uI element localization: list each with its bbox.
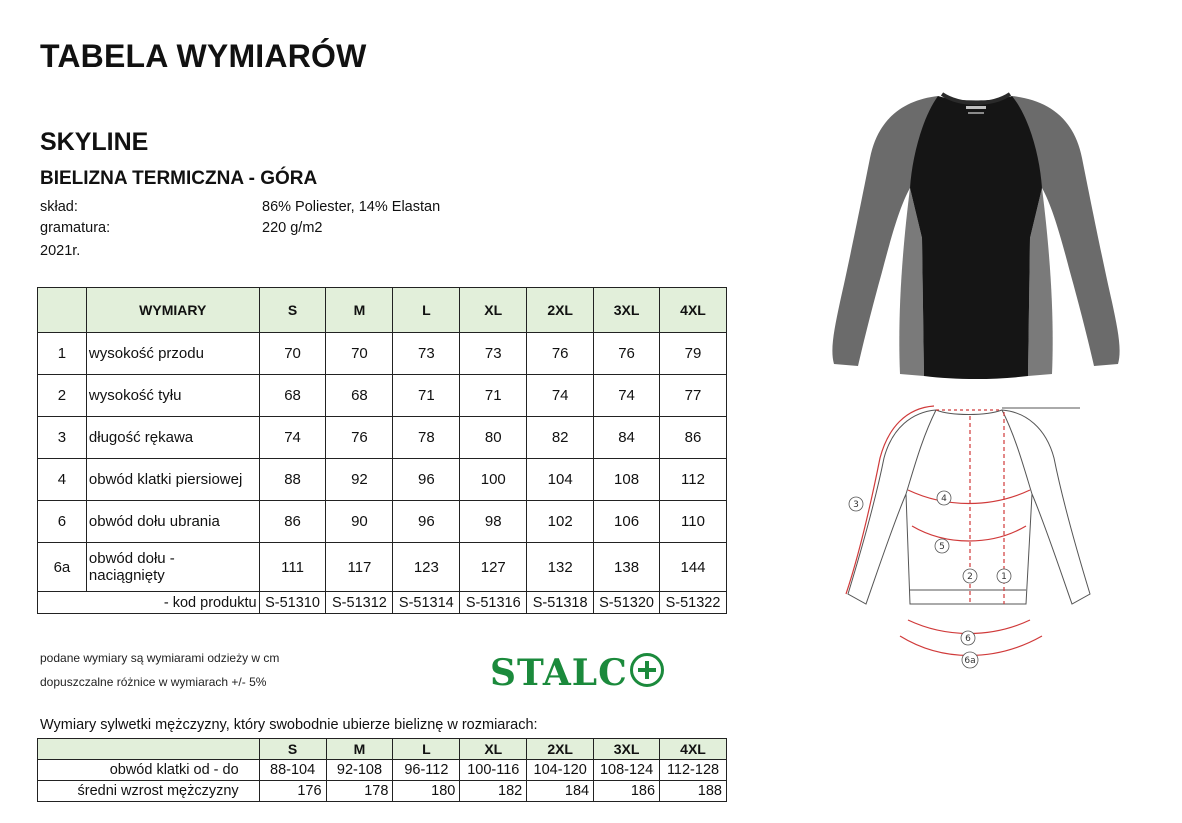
composition-value: 86% Poliester, 14% Elastan [262, 199, 441, 215]
product-code-row [38, 592, 727, 614]
value-cell: 138 [594, 543, 660, 592]
size-table-header [38, 288, 727, 333]
size-header: 3XL [594, 739, 660, 760]
value-cell: 77 [660, 375, 727, 417]
marker-5: 5 [939, 542, 945, 552]
value-cell: 76 [594, 333, 660, 375]
value-cell: 123 [393, 543, 460, 592]
height-cell: 176 [259, 781, 326, 802]
chest-range-cell: 100-116 [460, 760, 527, 781]
value-cell: 74 [527, 375, 594, 417]
size-header: M [326, 288, 393, 333]
value-cell: 96 [393, 459, 460, 501]
value-cell: 144 [660, 543, 727, 592]
value-cell: 70 [259, 333, 326, 375]
note-units: podane wymiary są wymiarami odzieży w cm [40, 651, 280, 665]
body-header-empty [38, 739, 260, 760]
table-row [38, 760, 727, 781]
size-header: 2XL [527, 739, 594, 760]
marker-6a: 6a [964, 656, 976, 666]
row-number: 6 [38, 501, 87, 543]
product-code: S-51314 [393, 592, 460, 614]
brand-logo [490, 652, 664, 694]
height-label: średni wzrost mężczyzny [38, 781, 260, 802]
plus-circle-icon [630, 653, 664, 687]
value-cell: 98 [460, 501, 527, 543]
body-table-header [38, 739, 727, 760]
weight-label: gramatura: [40, 220, 111, 236]
height-cell: 182 [460, 781, 527, 802]
marker-6: 6 [965, 634, 971, 644]
shirt-photo [826, 88, 1126, 384]
table-row [38, 501, 727, 543]
measurement-diagram [836, 398, 1098, 680]
value-cell: 73 [393, 333, 460, 375]
height-cell: 180 [393, 781, 460, 802]
value-cell: 100 [460, 459, 527, 501]
table-row [38, 333, 727, 375]
row-number: 3 [38, 417, 87, 459]
product-code: S-51312 [326, 592, 393, 614]
size-header: L [393, 739, 460, 760]
product-code: S-51310 [259, 592, 326, 614]
table-row [38, 543, 727, 592]
row-label: wysokość przodu [86, 333, 259, 375]
composition-label: skład: [40, 199, 78, 215]
size-header: M [326, 739, 393, 760]
value-cell: 68 [326, 375, 393, 417]
value-cell: 132 [527, 543, 594, 592]
weight-value: 220 g/m2 [262, 220, 323, 236]
value-cell: 96 [393, 501, 460, 543]
value-cell: 74 [594, 375, 660, 417]
value-cell: 127 [460, 543, 527, 592]
marker-2: 2 [967, 572, 973, 582]
row-label: obwód klatki piersiowej [86, 459, 259, 501]
row-number: 2 [38, 375, 87, 417]
chest-range-cell: 88-104 [259, 760, 326, 781]
value-cell: 90 [326, 501, 393, 543]
product-code: S-51320 [594, 592, 660, 614]
value-cell: 71 [460, 375, 527, 417]
row-label: wysokość tyłu [86, 375, 259, 417]
value-cell: 68 [259, 375, 326, 417]
value-cell: 78 [393, 417, 460, 459]
marker-4: 4 [941, 494, 947, 504]
value-cell: 86 [259, 501, 326, 543]
table-row [38, 781, 727, 802]
value-cell: 102 [527, 501, 594, 543]
body-size-table [37, 738, 727, 802]
year-label: 2021r. [40, 243, 81, 259]
value-cell: 82 [527, 417, 594, 459]
size-header: 2XL [527, 288, 594, 333]
brand-text: STALC [490, 652, 628, 694]
size-header: S [259, 288, 326, 333]
header-number-cell [38, 288, 87, 333]
value-cell: 88 [259, 459, 326, 501]
product-code: S-51318 [527, 592, 594, 614]
value-cell: 110 [660, 501, 727, 543]
row-number: 4 [38, 459, 87, 501]
chest-range-cell: 108-124 [594, 760, 660, 781]
size-header: 4XL [660, 288, 727, 333]
height-cell: 188 [660, 781, 727, 802]
height-cell: 178 [326, 781, 393, 802]
product-name: SKYLINE [40, 128, 149, 156]
value-cell: 117 [326, 543, 393, 592]
marker-3: 3 [853, 500, 859, 510]
value-cell: 74 [259, 417, 326, 459]
row-label [86, 543, 259, 592]
size-header: 3XL [594, 288, 660, 333]
value-cell: 104 [527, 459, 594, 501]
size-header: XL [460, 739, 527, 760]
marker-1: 1 [1001, 572, 1007, 582]
value-cell: 79 [660, 333, 727, 375]
value-cell: 111 [259, 543, 326, 592]
note-tolerance: dopuszczalne różnice w wymiarach +/- 5% [40, 675, 267, 689]
product-code-label: - kod produktu [38, 592, 260, 614]
shirt-body-shape [910, 96, 1042, 379]
value-cell: 112 [660, 459, 727, 501]
page-title: TABELA WYMIARÓW [40, 38, 367, 74]
table-row [38, 375, 727, 417]
value-cell: 76 [326, 417, 393, 459]
value-cell: 108 [594, 459, 660, 501]
value-cell: 106 [594, 501, 660, 543]
product-type: BIELIZNA TERMICZNA - GÓRA [40, 168, 318, 189]
table-row [38, 459, 727, 501]
header-label-cell: WYMIARY [86, 288, 259, 333]
row-label-line: obwód dołu - [88, 550, 175, 567]
row-label-line: naciągnięty [88, 567, 165, 584]
value-cell: 71 [393, 375, 460, 417]
row-label: długość rękawa [86, 417, 259, 459]
value-cell: 73 [460, 333, 527, 375]
body-table-caption: Wymiary sylwetki mężczyzny, który swobodnie ubierze bieliznę w rozmiarach: [40, 717, 538, 733]
size-header: 4XL [660, 739, 727, 760]
chest-range-cell: 104-120 [527, 760, 594, 781]
row-number: 1 [38, 333, 87, 375]
height-cell: 184 [527, 781, 594, 802]
value-cell: 86 [660, 417, 727, 459]
height-cell: 186 [594, 781, 660, 802]
table-row [38, 417, 727, 459]
row-label: obwód dołu ubrania [86, 501, 259, 543]
chest-range-label: obwód klatki od - do [38, 760, 260, 781]
chest-range-cell: 96-112 [393, 760, 460, 781]
value-cell: 76 [527, 333, 594, 375]
row-number: 6a [38, 543, 87, 592]
chest-range-cell: 92-108 [326, 760, 393, 781]
chest-range-cell: 112-128 [660, 760, 727, 781]
size-table [37, 287, 727, 614]
value-cell: 92 [326, 459, 393, 501]
product-code: S-51322 [660, 592, 727, 614]
size-header: L [393, 288, 460, 333]
size-header: S [259, 739, 326, 760]
value-cell: 84 [594, 417, 660, 459]
product-code: S-51316 [460, 592, 527, 614]
value-cell: 80 [460, 417, 527, 459]
value-cell: 70 [326, 333, 393, 375]
size-header: XL [460, 288, 527, 333]
